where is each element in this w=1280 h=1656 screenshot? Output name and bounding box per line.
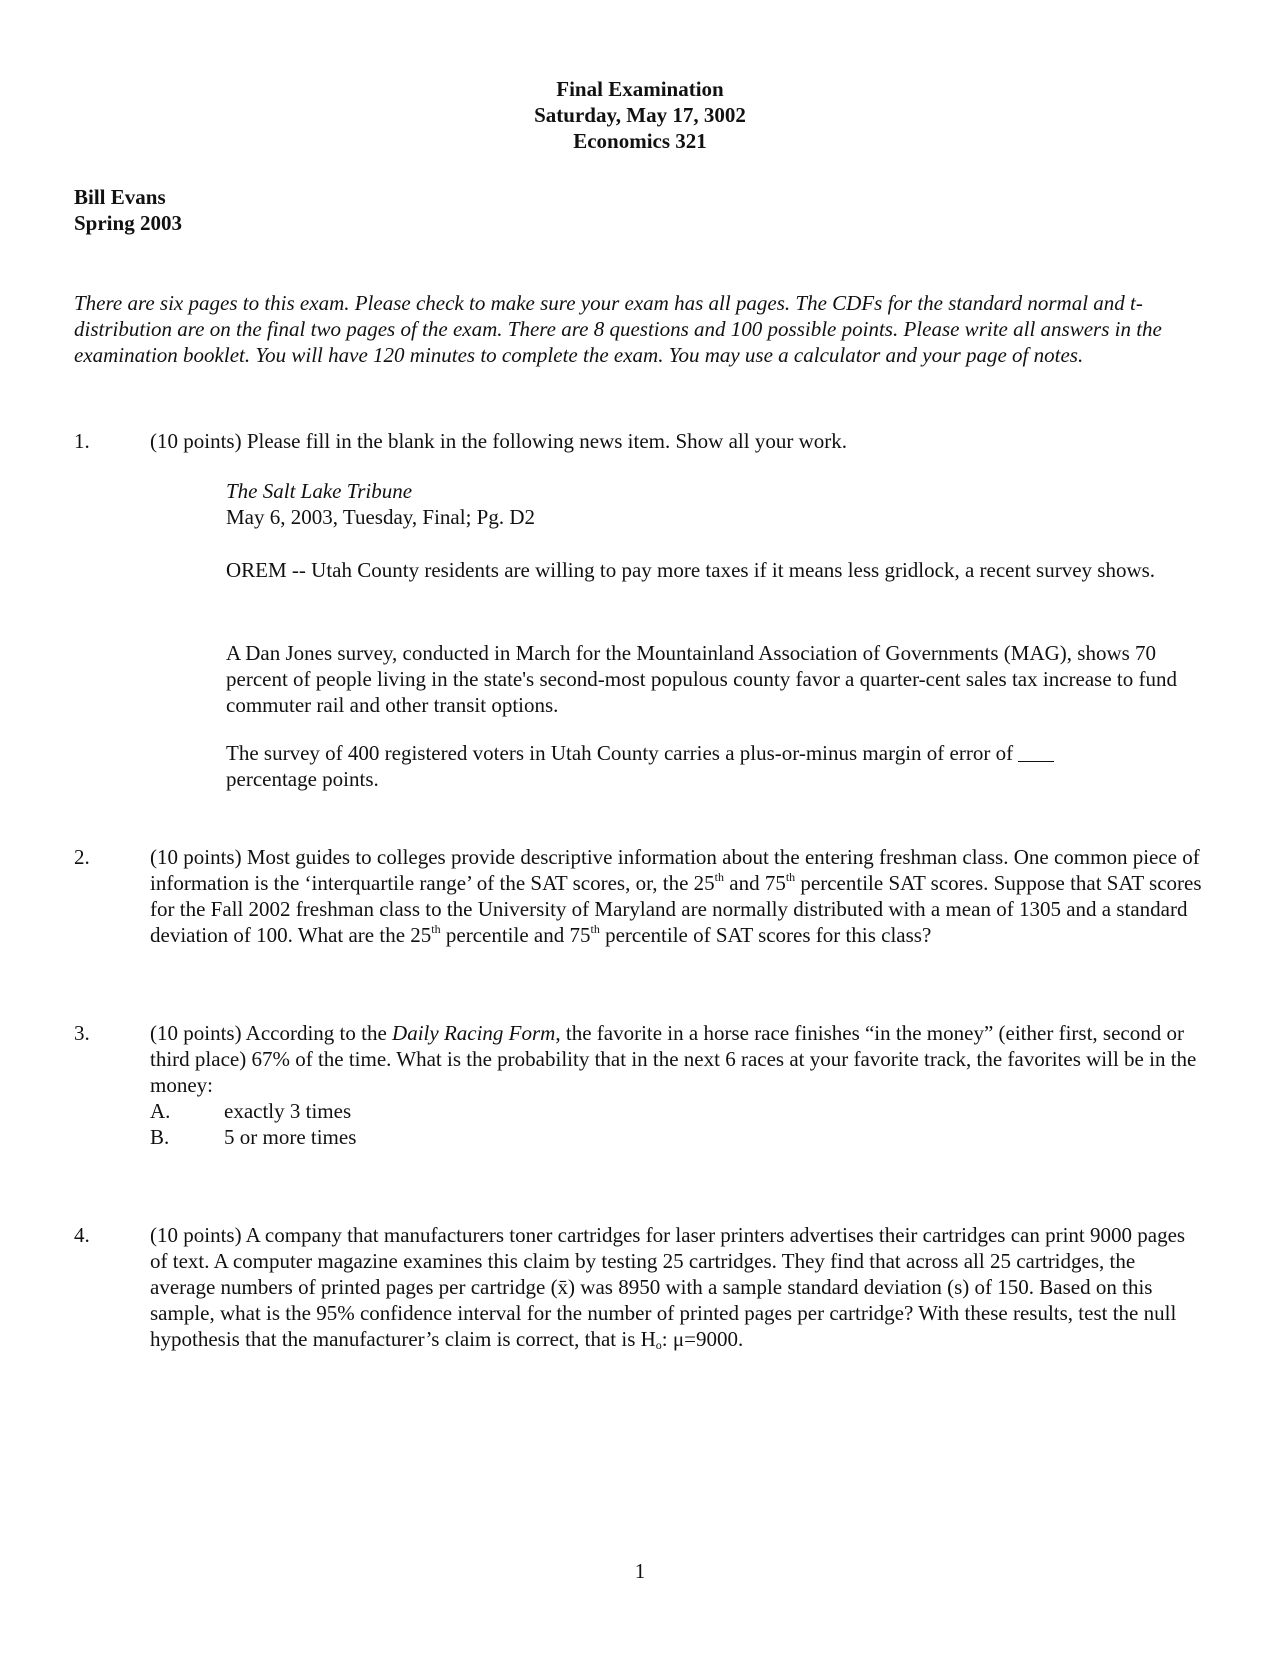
news-item (226, 478, 1186, 530)
q2-sup-4: th (590, 922, 600, 936)
exam-header (0, 76, 1280, 154)
q3-text-2: , the favorite in a horse race finishes “in the money” (either first, second or third place) 67% of the time. What is the probability that in the next 6 races at your favorite track, the favorites will be in the money: (150, 1021, 1197, 1097)
question-4 (74, 1222, 1204, 1352)
q2-text-2: and 75 (724, 871, 786, 895)
question-number: 4. (74, 1223, 90, 1247)
question-number: 2. (74, 845, 90, 869)
news-para-1-text: OREM -- Utah County residents are willing to pay more taxes if it means less gridlock, a recent survey shows. (226, 558, 1156, 582)
question-3 (74, 1020, 1204, 1150)
news-paragraph-3 (226, 740, 1186, 792)
question-text (150, 844, 1204, 948)
author-block (74, 184, 182, 236)
option-a (150, 1098, 1204, 1124)
option-text: exactly 3 times (224, 1099, 352, 1123)
q2-text-5: percentile of SAT scores for this class? (599, 923, 932, 947)
question-text: (10 points) Please fill in the blank in the following news item. Show all your work. (150, 429, 847, 453)
question-1 (74, 428, 1204, 454)
exam-instructions: There are six pages to this exam. Please check to make sure your exam has all pages. The CDFs for the standard normal and t-distribution are on the final two pages of the exam. There are 8 questions and 100 possible points. Please write all answers in the examination booklet. You will have 120 minutes to complete the exam. You may use a calculator and your page of notes. (74, 291, 1162, 367)
q4-text-1: (10 points) A company that manufacturers toner cartridges for laser printers advertises their cartridges can print 9000 pages of text. A computer magazine examines this claim by testing 25 cartridges. They find that across all 25 cartridges, the average numbers of printed pages per cartridge (x̄) was 8950 with a sample standard deviation (s) of 150. Based on this sample, what is the 95% confidence interval for the number of printed pages per cartridge? With these results, test the null hypothesis that the manufacturer’s claim is correct, that is H (150, 1223, 1186, 1351)
fill-in-blank (1018, 743, 1054, 762)
exam-date: Saturday, May 17, 3002 (534, 103, 746, 127)
option-text: 5 or more times (224, 1125, 357, 1149)
news-para-3-text (226, 740, 1186, 792)
question-number: 3. (74, 1021, 90, 1045)
q2-sup-1: th (714, 870, 724, 884)
option-b (150, 1124, 1204, 1150)
q3-text-1: (10 points) According to the (150, 1021, 393, 1045)
news-para-3-start: The survey of 400 registered voters in Utah County carries a plus-or-minus margin of error of (226, 741, 1014, 765)
news-paragraph-2 (226, 640, 1186, 718)
question-text (150, 1222, 1204, 1352)
q2-sup-2: th (785, 870, 796, 884)
q2-text-3: percentile SAT scores. Suppose that SAT scores for the Fall 2002 freshman class to the University of Maryland are normally distributed with a mean of 1305 and a standard deviation of 100. What are the 25 (150, 871, 1202, 947)
news-source: The Salt Lake Tribune (226, 479, 413, 503)
news-dateline: May 6, 2003, Tuesday, Final; Pg. D2 (226, 505, 536, 529)
term: Spring 2003 (74, 211, 182, 235)
news-para-3-end: percentage points. (226, 767, 379, 791)
news-paragraph-1 (226, 553, 1186, 588)
option-label: A. (150, 1099, 171, 1123)
q4-text-2: : μ=9000. (661, 1327, 744, 1351)
q2-sup-3: th (431, 922, 441, 936)
q2-text-1: (10 points) Most guides to colleges provide descriptive information about the entering freshman class. One common piece of information is the ‘interquartile range’ of the SAT scores, or, the 25 (150, 845, 1200, 895)
q3-source: Daily Racing Form (392, 1021, 556, 1045)
question-2 (74, 844, 1204, 948)
q4-sub: o (655, 1338, 662, 1352)
question-number: 1. (74, 429, 90, 453)
exam-title: Final Examination (556, 77, 724, 101)
author-name: Bill Evans (74, 185, 166, 209)
page-number: 1 (634, 1559, 646, 1583)
option-label: B. (150, 1125, 170, 1149)
q2-text-4: percentile and 75 (440, 923, 591, 947)
news-para-2-text: A Dan Jones survey, conducted in March for the Mountainland Association of Governments (MAG), shows 70 percent of people living in the state's second-most populous county favor a quarter-cent sales tax increase to fund commuter rail and other transit options. (226, 641, 1177, 717)
course-name: Economics 321 (573, 129, 707, 153)
question-text (150, 1020, 1204, 1150)
